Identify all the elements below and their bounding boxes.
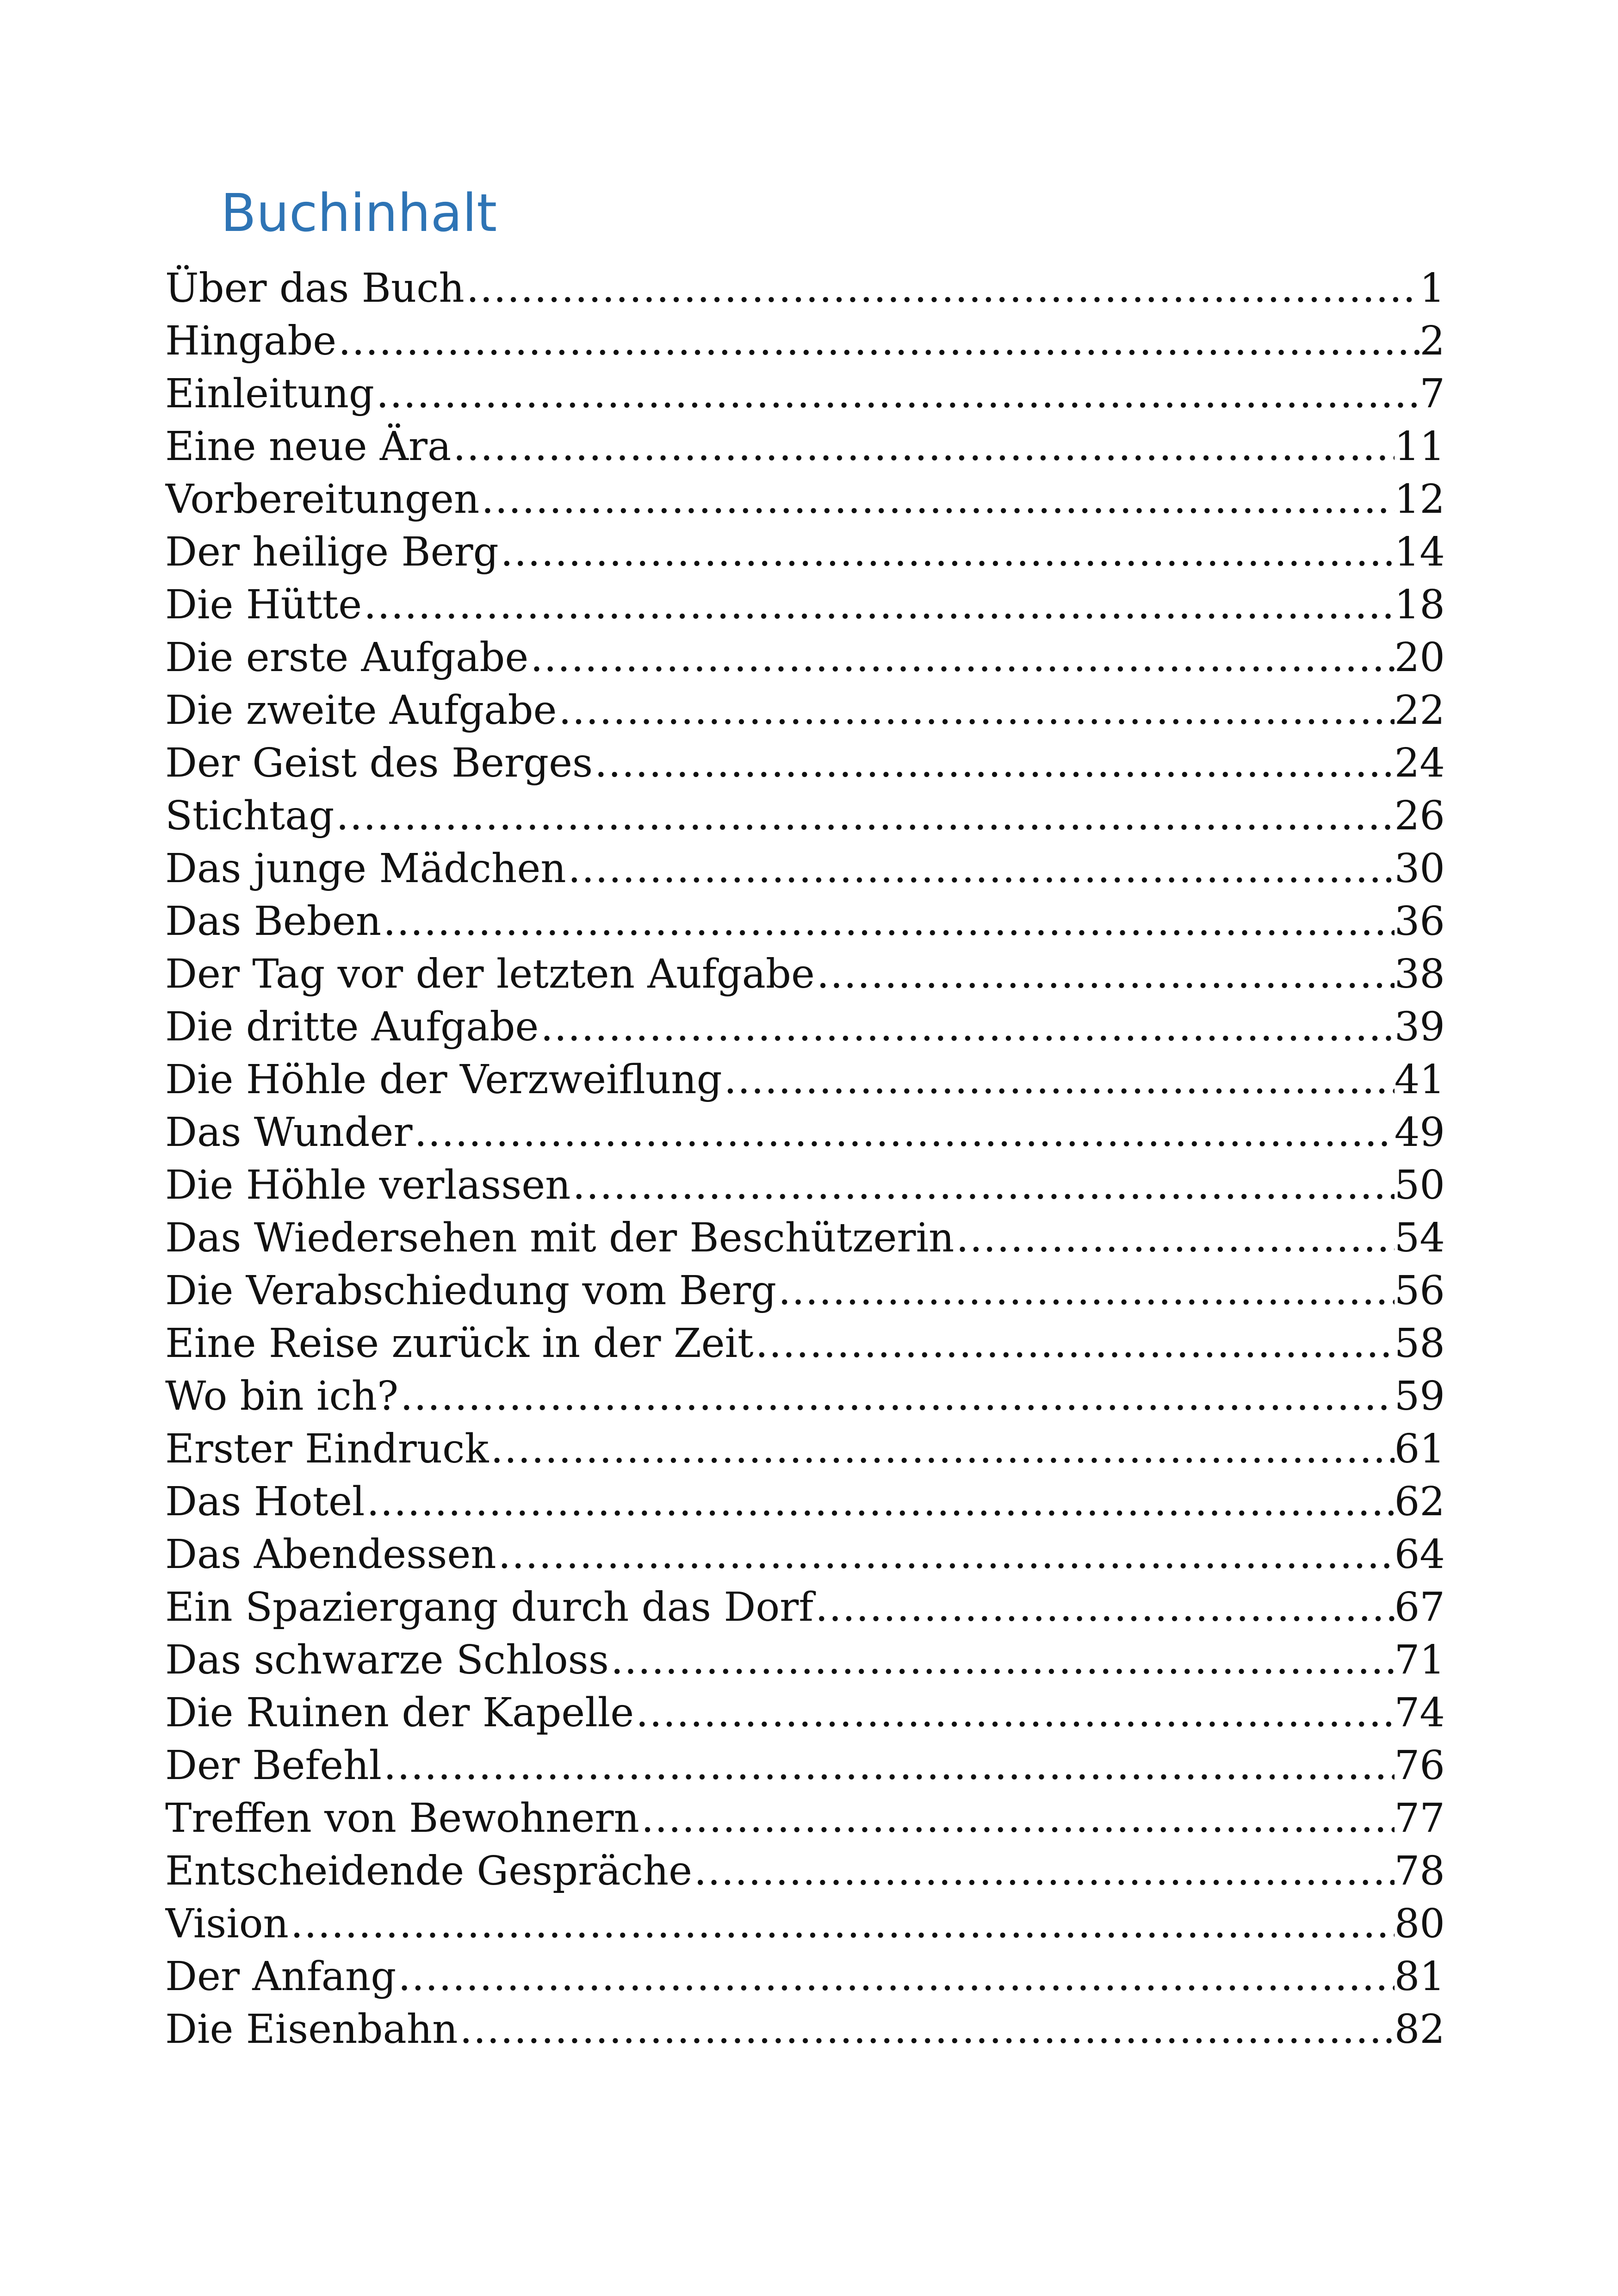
toc-entry-page: 61 [1394, 1426, 1445, 1472]
toc-entry-page: 14 [1394, 529, 1445, 575]
toc-entry-page: 12 [1394, 476, 1445, 523]
toc-entry-label: Die dritte Aufgabe [165, 1004, 539, 1050]
toc-entry [165, 420, 1445, 473]
dot-leader [289, 1898, 1395, 1950]
dot-leader [398, 1370, 1394, 1423]
toc-entry-label: Wo bin ich? [165, 1373, 399, 1419]
toc-entry [165, 1528, 1445, 1581]
dot-leader [479, 473, 1394, 526]
toc-entry-page: 7 [1420, 371, 1445, 417]
toc-entry-page: 30 [1394, 846, 1445, 892]
toc-entry [165, 1053, 1445, 1106]
toc-entry-label: Die Ruinen der Kapelle [165, 1690, 634, 1736]
toc-entry-label: Vision [165, 1901, 289, 1947]
toc-entry [165, 1792, 1445, 1845]
toc-entry-page: 2 [1420, 318, 1445, 364]
toc-entry-label: Stichtag [165, 793, 335, 839]
dot-leader [954, 1212, 1394, 1264]
toc-entry [165, 1845, 1445, 1898]
dot-leader [336, 315, 1420, 367]
toc-entry-page: 62 [1394, 1479, 1445, 1525]
toc-entry-page: 50 [1394, 1162, 1445, 1208]
toc-entry-label: Treffen von Bewohnern [165, 1795, 639, 1842]
toc-entry-page: 76 [1394, 1742, 1445, 1789]
toc-entry [165, 1001, 1445, 1053]
dot-leader [754, 1317, 1395, 1370]
toc-entry [165, 1106, 1445, 1159]
dot-leader [571, 1159, 1395, 1212]
toc-entry-label: Das junge Mädchen [165, 846, 566, 892]
toc-entry [165, 367, 1445, 420]
toc-entry [165, 948, 1445, 1001]
dot-leader [412, 1106, 1394, 1159]
toc-entry [165, 1581, 1445, 1634]
dot-leader [382, 1739, 1395, 1792]
dot-leader [362, 579, 1394, 631]
toc-entry-label: Eine Reise zurück in der Zeit [165, 1320, 754, 1367]
toc-entry-label: Der Befehl [165, 1742, 382, 1789]
dot-leader [396, 1950, 1394, 2003]
toc-entry [165, 1159, 1445, 1212]
toc-entry-page: 81 [1394, 1954, 1445, 2000]
toc-entry-label: Das Wunder [165, 1109, 413, 1156]
toc-entry-label: Die zweite Aufgabe [165, 687, 557, 734]
toc-entry-page: 64 [1394, 1531, 1445, 1578]
dot-leader [557, 684, 1394, 737]
toc-entry-page: 22 [1394, 687, 1445, 734]
toc-entry [165, 1370, 1445, 1423]
toc-entry-label: Das Beben [165, 898, 382, 945]
toc-entry-page: 80 [1394, 1901, 1445, 1947]
toc-entry [165, 842, 1445, 895]
toc-entry-label: Der Geist des Berges [165, 740, 593, 786]
toc-entry-page: 36 [1394, 898, 1445, 945]
dot-leader [722, 1053, 1395, 1106]
toc-entry [165, 262, 1445, 315]
toc-entry [165, 2003, 1445, 2056]
toc-entry [165, 1898, 1445, 1950]
toc-entry-label: Der Tag vor der letzten Aufgabe [165, 951, 815, 997]
toc-entry [165, 1950, 1445, 2003]
table-of-contents [165, 262, 1445, 2056]
dot-leader [458, 2003, 1395, 2056]
toc-entry-page: 26 [1394, 793, 1445, 839]
toc-entry-label: Das schwarze Schloss [165, 1637, 609, 1683]
toc-entry-label: Das Hotel [165, 1479, 365, 1525]
toc-entry [165, 1212, 1445, 1264]
toc-entry [165, 526, 1445, 579]
dot-leader [776, 1264, 1395, 1317]
toc-entry-page: 77 [1394, 1795, 1445, 1842]
toc-entry-page: 54 [1394, 1215, 1445, 1261]
dot-leader [528, 631, 1394, 684]
toc-entry-label: Die Eisenbahn [165, 2006, 458, 2053]
dot-leader [539, 1001, 1394, 1053]
dot-leader [566, 842, 1395, 895]
toc-entry [165, 1264, 1445, 1317]
toc-entry-label: Vorbereitungen [165, 476, 480, 523]
toc-entry [165, 1739, 1445, 1792]
toc-entry-label: Eine neue Ära [165, 423, 452, 470]
toc-entry-page: 74 [1394, 1690, 1445, 1736]
toc-title: Buchinhalt [221, 183, 497, 243]
toc-entry [165, 315, 1445, 367]
toc-entry-page: 39 [1394, 1004, 1445, 1050]
toc-entry-page: 24 [1394, 740, 1445, 786]
toc-entry [165, 1686, 1445, 1739]
toc-entry-label: Das Wiedersehen mit der Beschützerin [165, 1215, 955, 1261]
toc-entry-label: Über das Buch [165, 265, 465, 311]
dot-leader [499, 526, 1395, 579]
dot-leader [365, 1475, 1394, 1528]
toc-entry [165, 1423, 1445, 1475]
toc-entry-page: 11 [1394, 423, 1445, 470]
toc-entry-page: 58 [1394, 1320, 1445, 1367]
toc-entry-page: 20 [1394, 635, 1445, 681]
toc-entry [165, 579, 1445, 631]
dot-leader [489, 1423, 1394, 1475]
toc-entry [165, 631, 1445, 684]
toc-entry-page: 59 [1394, 1373, 1445, 1419]
dot-leader [496, 1528, 1395, 1581]
toc-entry-label: Die Höhle verlassen [165, 1162, 571, 1208]
toc-entry [165, 1475, 1445, 1528]
dot-leader [465, 262, 1420, 315]
toc-entry-label: Die erste Aufgabe [165, 635, 529, 681]
dot-leader [374, 367, 1420, 420]
dot-leader [593, 737, 1394, 790]
toc-entry-page: 1 [1420, 265, 1445, 311]
toc-entry-label: Das Abendessen [165, 1531, 496, 1578]
dot-leader [634, 1686, 1394, 1739]
dot-leader [609, 1634, 1395, 1686]
dot-leader [451, 420, 1394, 473]
toc-entry-page: 41 [1394, 1057, 1445, 1103]
toc-entry-label: Die Höhle der Verzweiflung [165, 1057, 722, 1103]
toc-entry [165, 1317, 1445, 1370]
toc-entry-label: Die Hütte [165, 582, 362, 628]
toc-entry-page: 49 [1394, 1109, 1445, 1156]
dot-leader [334, 790, 1394, 842]
dot-leader [381, 895, 1394, 948]
toc-entry [165, 790, 1445, 842]
toc-entry-page: 67 [1394, 1584, 1445, 1630]
dot-leader [639, 1792, 1395, 1845]
toc-entry-page: 18 [1394, 582, 1445, 628]
toc-entry [165, 895, 1445, 948]
toc-entry [165, 737, 1445, 790]
toc-entry [165, 473, 1445, 526]
toc-entry-label: Erster Eindruck [165, 1426, 489, 1472]
toc-entry-page: 71 [1394, 1637, 1445, 1683]
toc-entry-label: Der Anfang [165, 1954, 397, 2000]
toc-entry-label: Entscheidende Gespräche [165, 1848, 693, 1894]
toc-entry-page: 78 [1394, 1848, 1445, 1894]
toc-entry [165, 1634, 1445, 1686]
dot-leader [815, 948, 1395, 1001]
dot-leader [813, 1581, 1394, 1634]
toc-entry-label: Der heilige Berg [165, 529, 499, 575]
toc-entry-label: Einleitung [165, 371, 374, 417]
toc-entry [165, 684, 1445, 737]
toc-entry-page: 38 [1394, 951, 1445, 997]
toc-entry-label: Ein Spaziergang durch das Dorf [165, 1584, 814, 1630]
toc-entry-label: Hingabe [165, 318, 337, 364]
toc-entry-page: 56 [1394, 1268, 1445, 1314]
dot-leader [692, 1845, 1395, 1898]
toc-entry-label: Die Verabschiedung vom Berg [165, 1268, 777, 1314]
toc-entry-page: 82 [1394, 2006, 1445, 2053]
